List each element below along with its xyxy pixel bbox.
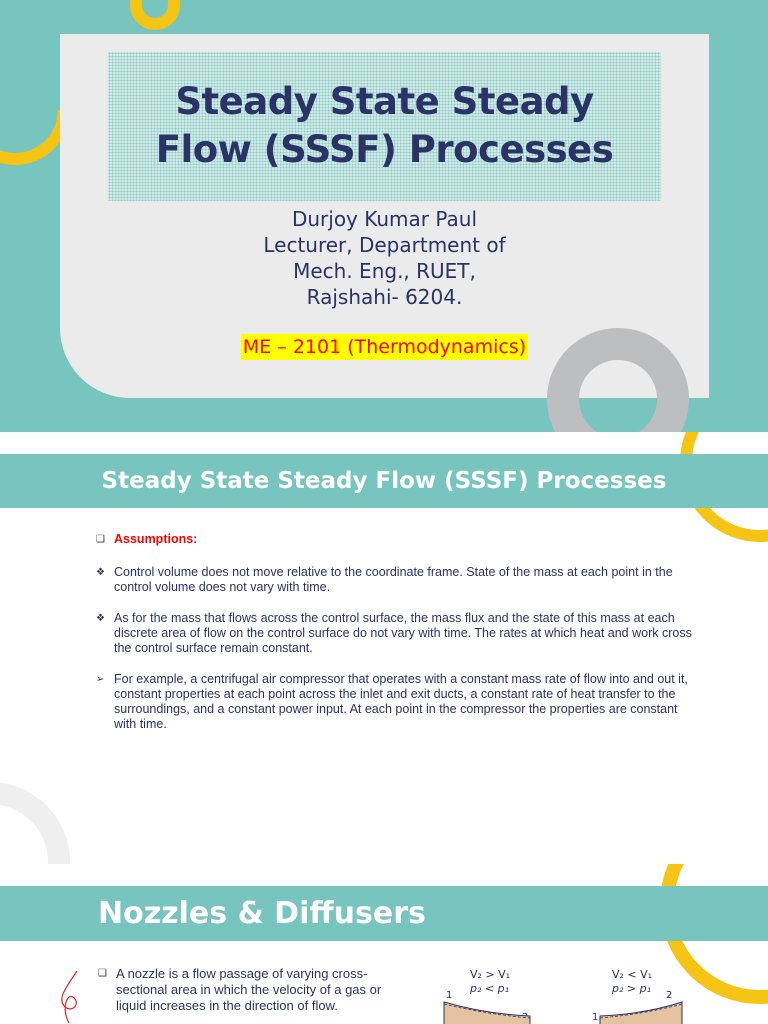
gray-ring-decoration (0, 782, 70, 864)
nozzle-inlet-label: 1 (446, 990, 453, 1001)
author-info (108, 206, 661, 310)
list-item (96, 532, 696, 547)
list-item (96, 672, 696, 732)
arrow-bullet-icon: ➢ (96, 674, 105, 685)
slide-heading: Nozzles & Diffusers (98, 896, 426, 931)
bullet-text: As for the mass that flows across the control surface, the mass flux and the state of this mass at each discrete area of flow on the control surface do not vary with time. The rates at which heat and work cross the control surface remain constant. (114, 611, 692, 655)
list-item (96, 611, 696, 656)
nozzle-shape (444, 1002, 530, 1024)
author-address: Rajshahi- 6204. (306, 285, 463, 309)
author-name: Durjoy Kumar Paul (291, 207, 478, 231)
author-department: Mech. Eng., RUET, (293, 259, 476, 283)
nozzle-definition (98, 966, 408, 1014)
diffuser-exit-label: 2 (666, 990, 673, 1001)
list-item (96, 565, 696, 595)
sssf-slide (0, 432, 768, 864)
course-label: ME – 2101 (Thermodynamics) (242, 336, 527, 358)
diffuser-pressure-label: p₂ > p₁ (612, 982, 651, 995)
nozzles-slide (0, 864, 768, 1024)
handwritten-mark-icon (55, 969, 95, 1024)
diamond-bullet-icon: ❖ (96, 567, 105, 578)
slide-title-line: Steady State Steady (175, 80, 594, 123)
assumptions-heading: Assumptions: (114, 532, 198, 546)
diffuser-velocity-label: V₂ < V₁ (612, 968, 653, 981)
slide-title-line: Flow (SSSF) Processes (155, 128, 614, 171)
nozzle-definition-text: A nozzle is a flow passage of varying cross-sectional area in which the velocity of a gas or liquid increases in the direction of flow. (116, 966, 382, 1013)
author-position: Lecturer, Department of (263, 233, 506, 257)
slide-heading: Steady State Steady Flow (SSSF) Processes (101, 468, 667, 494)
diamond-bullet-icon: ❖ (96, 613, 105, 624)
course-label-wrap (108, 334, 661, 360)
square-bullet-icon: ❑ (96, 534, 105, 545)
nozzle-velocity-label: V₂ > V₁ (470, 968, 511, 981)
bullet-list (96, 532, 696, 748)
diffuser-inlet-label: 1 (592, 1012, 599, 1023)
slide-title (108, 78, 661, 174)
square-bullet-icon: ❑ (98, 968, 107, 979)
nozzle-pressure-label: p₂ < p₁ (470, 982, 509, 995)
title-slide (0, 0, 768, 432)
bullet-text: Control volume does not move relative to the coordinate frame. State of the mass at each point in the control volume does not vary with time. (114, 565, 673, 594)
bullet-text: For example, a centrifugal air compressor that operates with a constant mass rate of flow into and out it, constant properties at each point across the inlet and exit ducts, a constant rate of heat transfer to the surroundings, and a constant power input. At each point in the compressor the properties are constant with time. (114, 672, 688, 731)
yellow-ring-decoration (130, 0, 180, 30)
nozzle-diffuser-diagram (430, 964, 700, 1024)
